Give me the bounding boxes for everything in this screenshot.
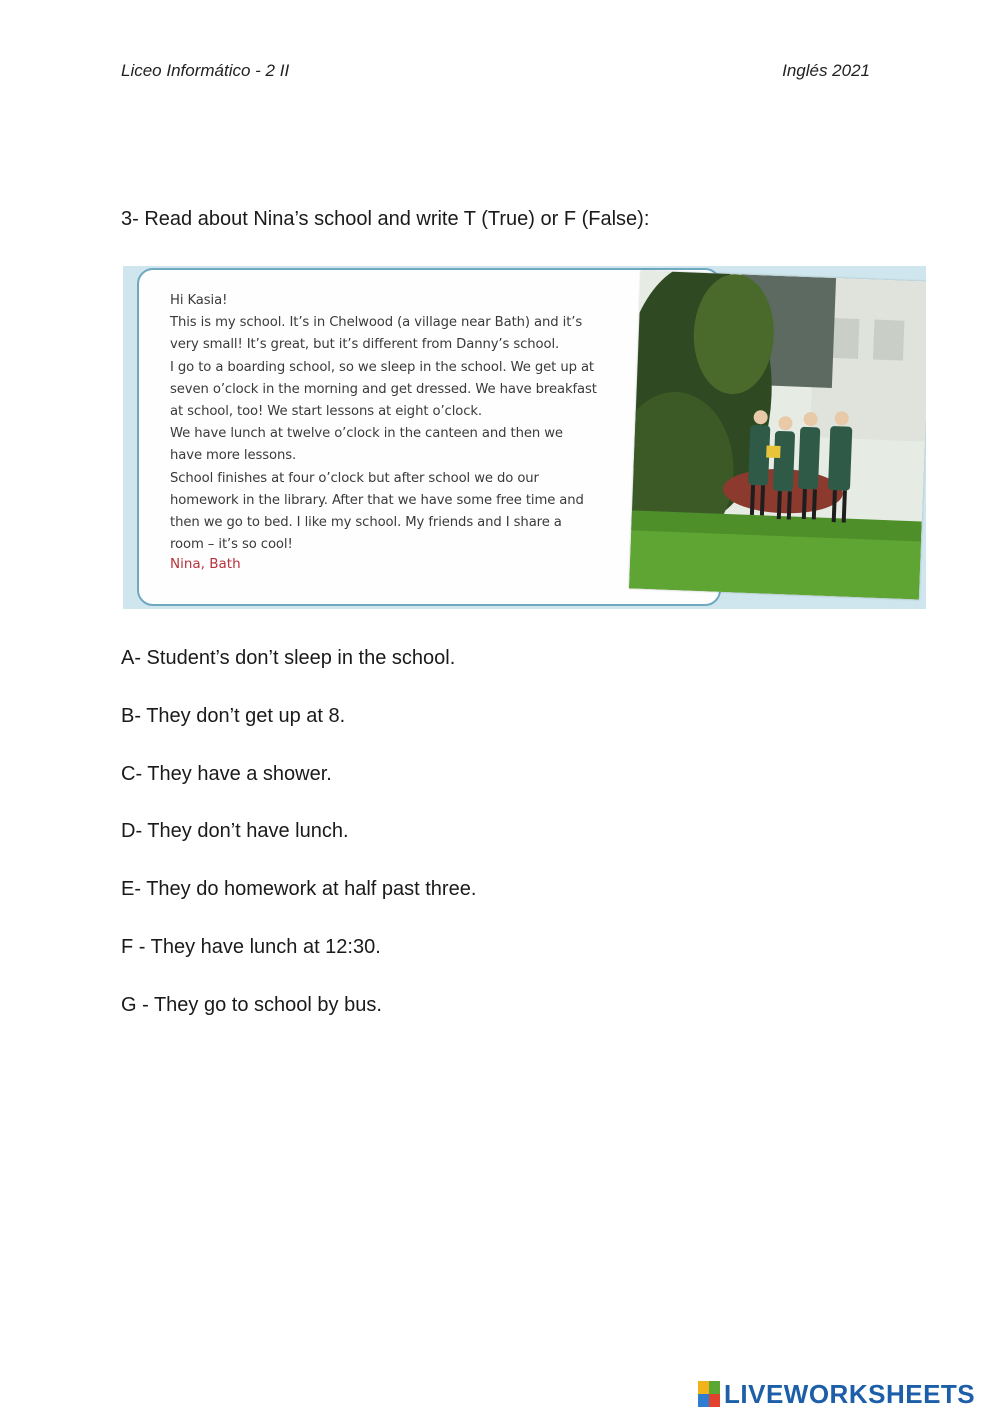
- statement-g: G - They go to school by bus.: [121, 994, 382, 1016]
- school-photo: [629, 271, 926, 600]
- header-right: Inglés 2021: [782, 61, 870, 80]
- exercise-instruction: 3- Read about Nina’s school and write T (True) or F (False):: [121, 208, 650, 230]
- statement-c: C- They have a shower.: [121, 763, 332, 785]
- statement-d: D- They don’t have lunch.: [121, 820, 349, 842]
- statement-a: A- Student’s don’t sleep in the school.: [121, 647, 456, 669]
- letter-text: Hi Kasia! This is my school. It’s in Chelwood (a village near Bath) and it’s very small! It’s great, but it’s different from Danny’s school. I go to a boarding school, so we sleep in the school. We get up at seven o’clock in the morning and get dressed. We have breakfast at school, too! We start lessons at eight o’clock. We have lunch at twelve o’clock in the canteen and then we have more lessons. School finishes at four o’clock but after school we do our homework in the library. After that we have some free time and then we go to bed. I like my school. My friends and I share a room – it’s so cool!: [170, 293, 597, 553]
- header-left: Liceo Informático - 2 II: [121, 61, 290, 80]
- brand-name: LIVEWORKSHEETS: [724, 1378, 976, 1409]
- statement-e: E- They do homework at half past three.: [121, 878, 477, 900]
- statement-f: F - They have lunch at 12:30.: [121, 936, 381, 958]
- statement-b: B- They don’t get up at 8.: [121, 705, 346, 727]
- letter-signoff: Nina, Bath: [170, 556, 241, 572]
- liveworksheets-logo: [698, 1379, 975, 1409]
- logo-icon: [698, 1381, 720, 1407]
- reading-passage: [123, 266, 926, 609]
